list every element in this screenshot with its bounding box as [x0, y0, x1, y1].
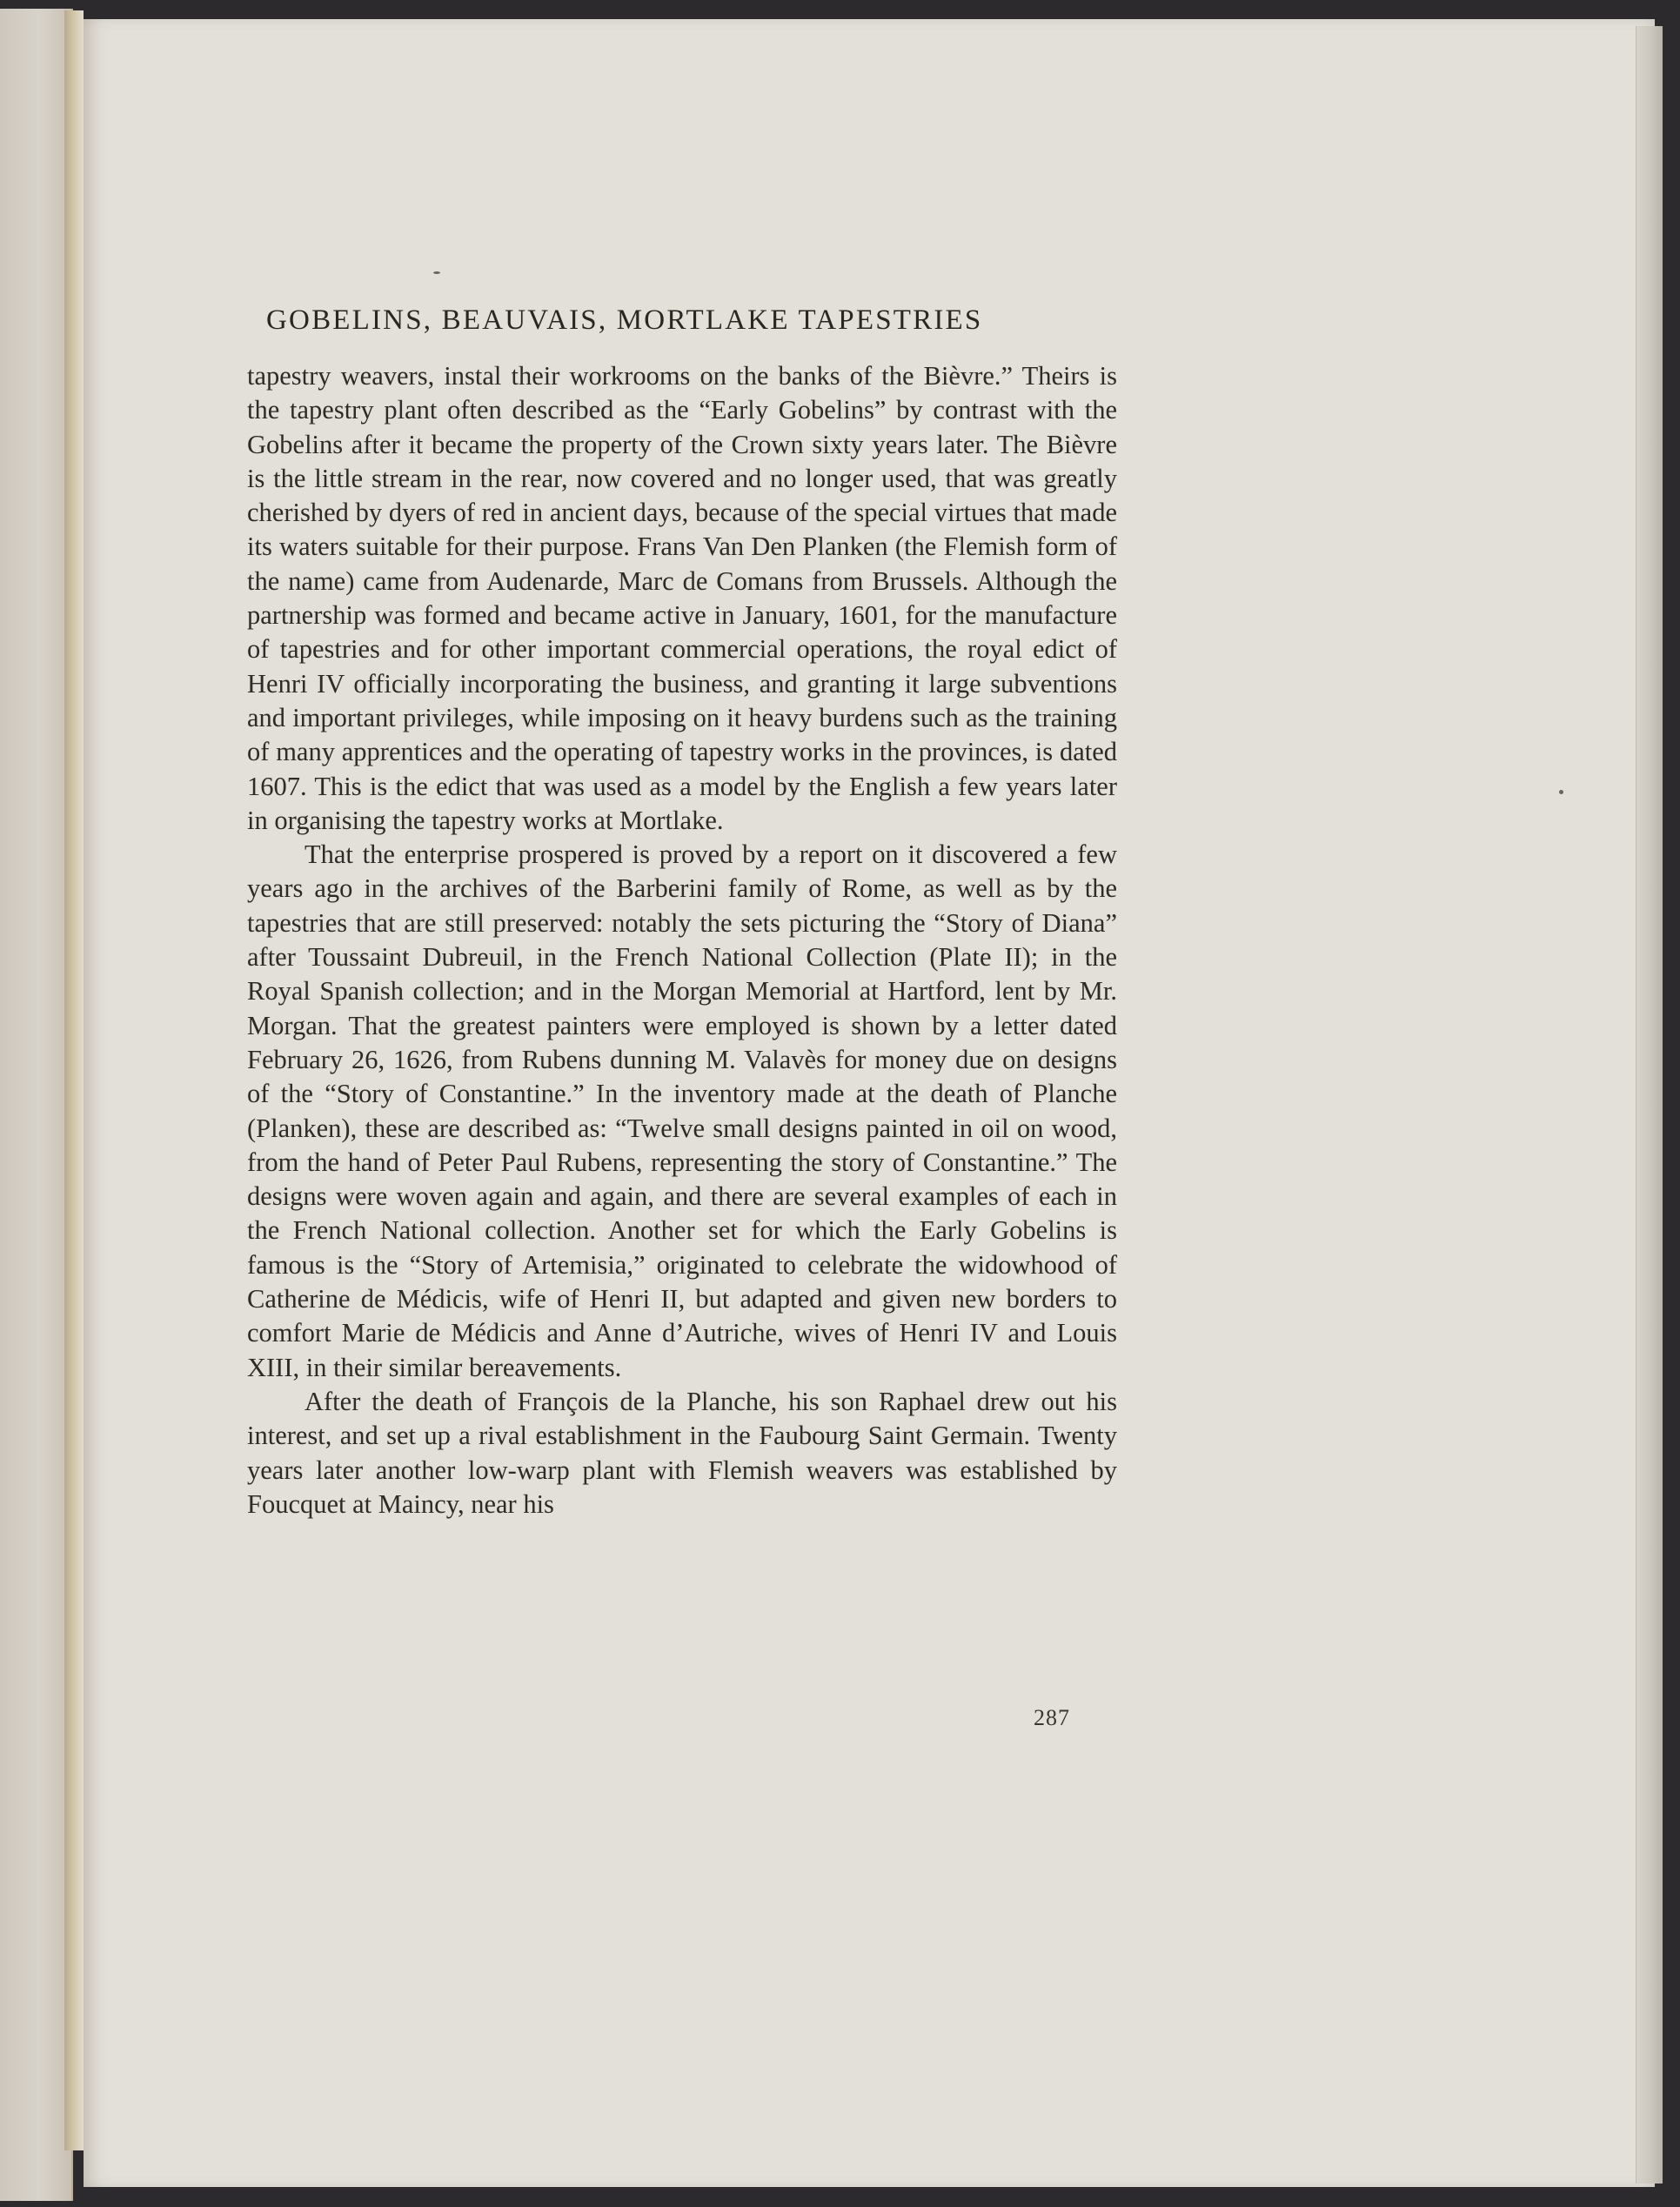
paragraph: tapestry weavers, instal their workrooms on the banks of the Bièvre.” Theirs is the tapestry plant often described as the “Early Gobelins” by contrast with the Gobelins after it became the property of the Crown sixty years later. The Bièvre is the little stream in the rear, now covered and no longer used, that was greatly cherished by dyers of red in ancient days, because of the special virtues that made its waters suitable for their purpose. Frans Van Den Planken (the Flemish form of the name) came from Audenarde, Marc de Comans from Brussels. Although the partnership was formed and became active in January, 1601, for the manufacture of tapestries and for other important commercial operations, the royal edict of Henri IV officially incorporating the business, and granting it large subventions and important privileges, while imposing on it heavy burdens such as the training of many apprentices and the operating of tapestry works in the provinces, is dated 1607. This is the edict that was used as a model by the English a few years later in organising the tapestry works at Mortlake. [247, 361, 1117, 835]
paragraph: After the death of François de la Planche, his son Raphael drew out his interest, and set up a rival establishment in the Faubourg Saint Germain. Twenty years later another low-warp plant with Flemish weavers was established by Foucquet at Maincy, near his [247, 1386, 1117, 1519]
book-gutter [64, 10, 84, 2150]
body-text [247, 359, 1117, 1521]
facing-page-edge [0, 9, 73, 2201]
paragraph: That the enterprise prospered is proved by a report on it discovered a few years ago in the archives of the Barberini family of Rome, as well as by the tapestries that are still preserved: notably the sets picturing the “Story of Diana” after Toussaint Dubreuil, in the French National Collection (Plate II); in the Royal Spanish collection; and in the Morgan Memorial at Hartford, lent by Mr. Morgan. That the greatest painters were employed is shown by a letter dated February 26, 1626, from Rubens dunning M. Valavès for money due on designs of the “Story of Constantine.” In the inventory made at the death of Planche (Planken), these are described as: “Twelve small designs painted in oil on wood, from the hand of Peter Paul Rubens, representing the story of Constantine.” The designs were woven again and again, and there are several examples of each in the French National collection. Another set for which the Early Gobelins is famous is the “Story of Artemisia,” originated to celebrate the widowhood of Catherine de Médicis, wife of Henri II, but adapted and given new borders to comfort Marie de Médicis and Anne d’Autriche, wives of Henri IV and Louis XIII, in their similar bereavements. [247, 839, 1117, 1382]
paper-speck [1559, 790, 1563, 794]
running-head: GOBELINS, BEAUVAIS, MORTLAKE TAPESTRIES [266, 304, 983, 336]
page-number: 287 [1034, 1705, 1070, 1730]
paper-speck [433, 271, 440, 274]
page-fore-edge [1636, 26, 1663, 2184]
